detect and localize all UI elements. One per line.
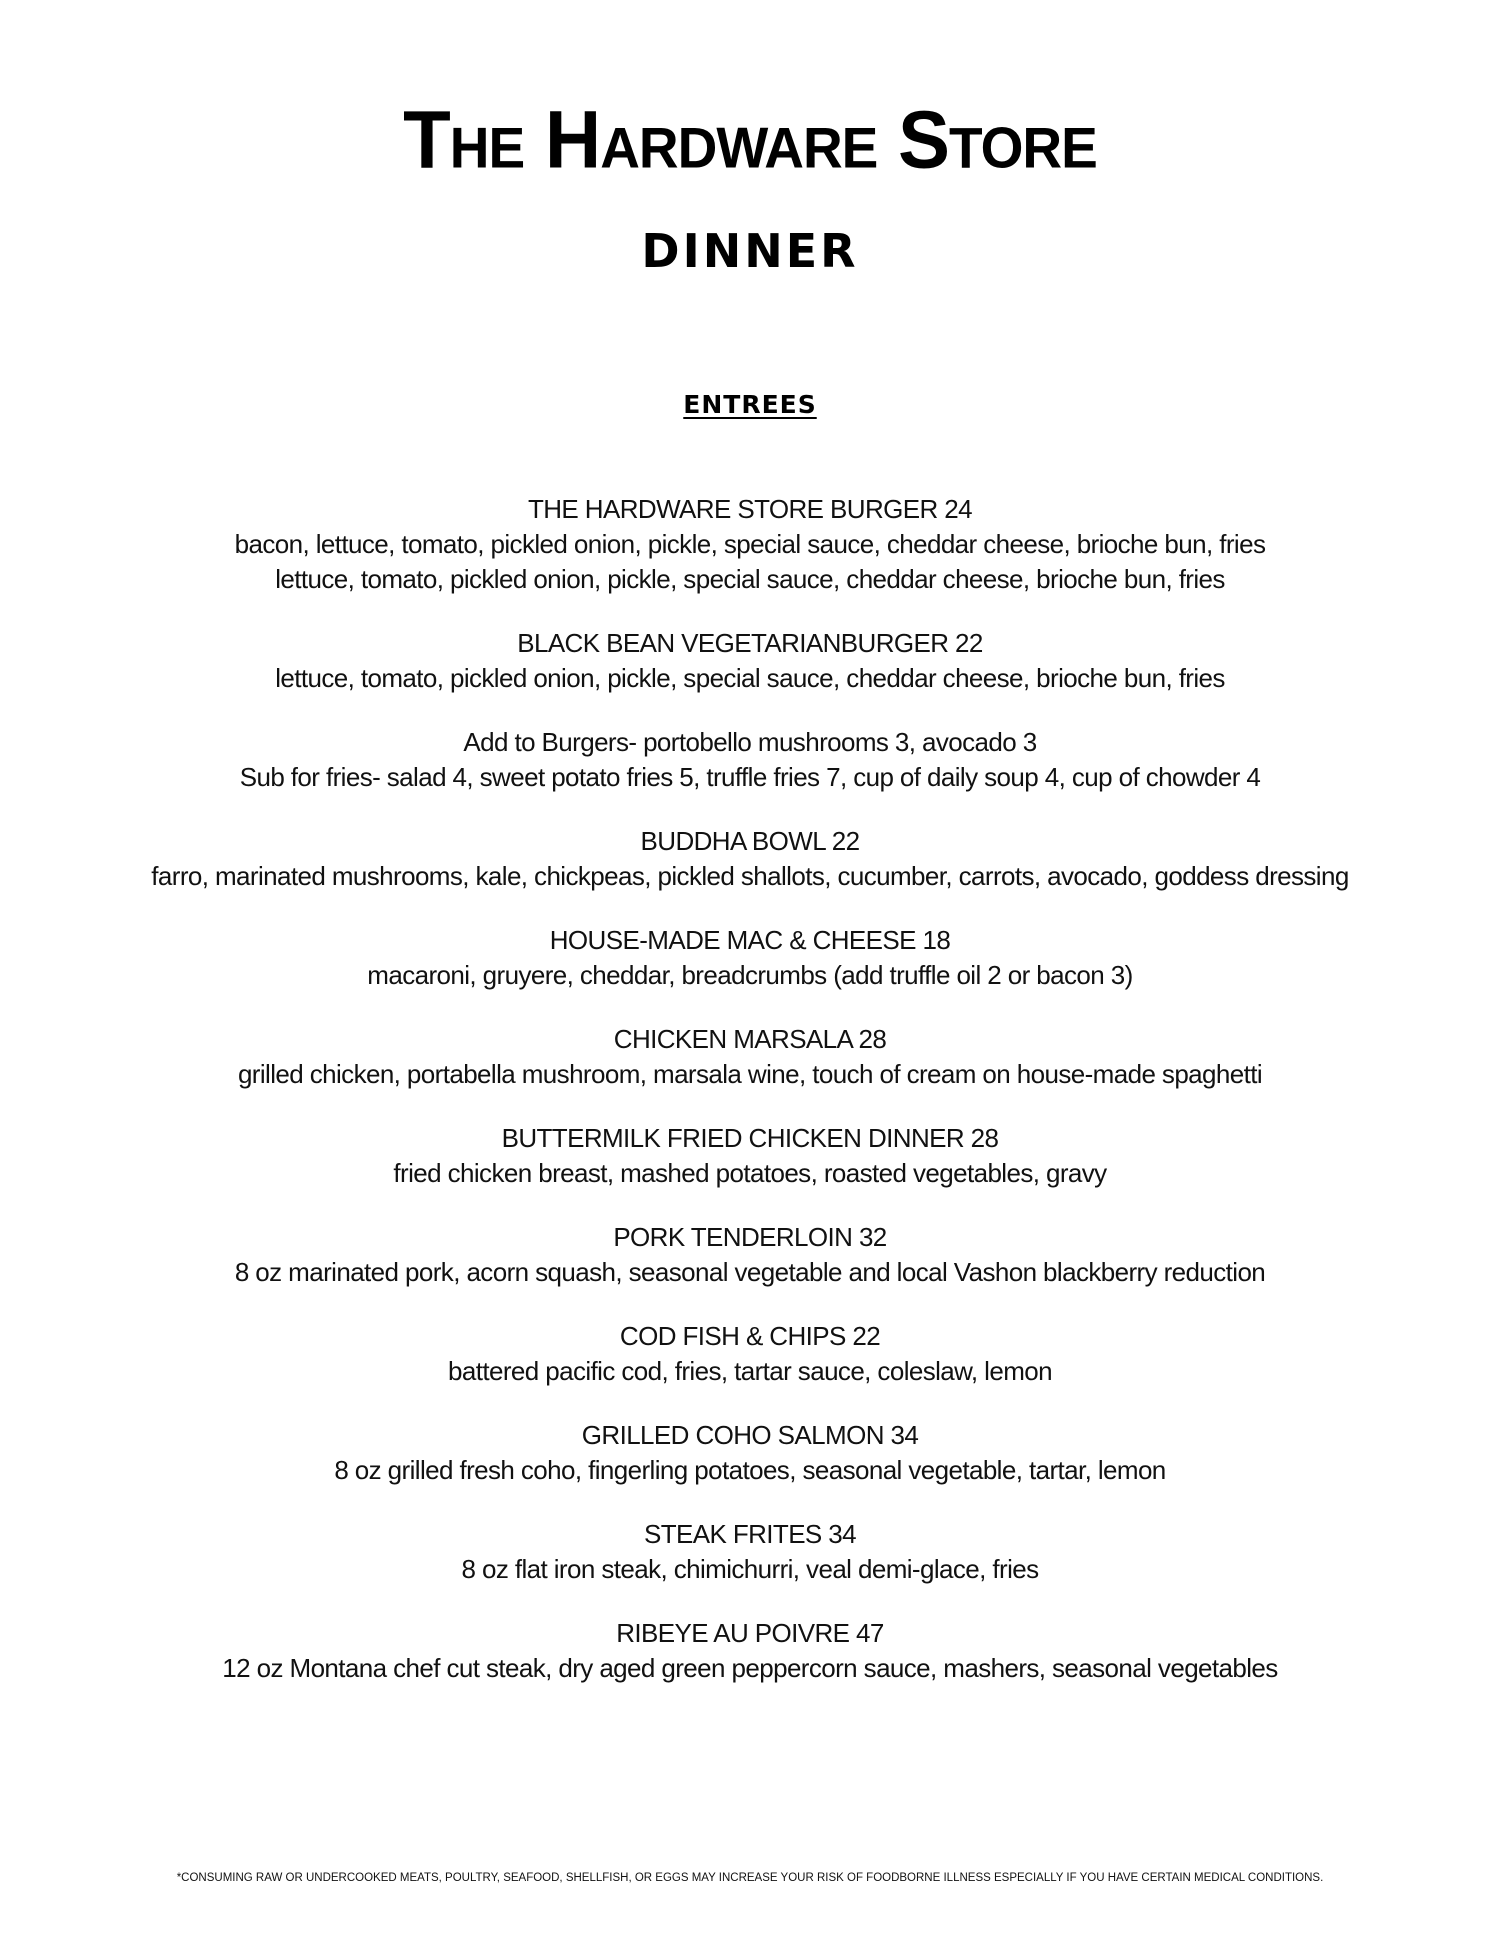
item-name: THE HARDWARE STORE BURGER 24	[527, 494, 973, 524]
menu-item-pork-tenderloin	[0, 1220, 1500, 1290]
menu-item-cod-fish-and-chips	[0, 1319, 1500, 1389]
item-name: GRILLED COHO SALMON 34	[581, 1420, 919, 1450]
item-name: STEAK FRITES 34	[643, 1519, 857, 1549]
restaurant-name	[0, 92, 1500, 186]
item-description: bacon, lettuce, tomato, pickled onion, pickle, special sauce, cheddar cheese, brioche bun, fries	[234, 529, 1266, 559]
item-description: grilled chicken, portabella mushroom, marsala wine, touch of cream on house-made spaghetti	[237, 1059, 1263, 1089]
item-name: RIBEYE AU POIVRE 47	[616, 1618, 884, 1648]
item-description: 8 oz grilled fresh coho, fingerling potatoes, seasonal vegetable, tartar, lemon	[334, 1455, 1166, 1485]
menu-item-fried-chicken-dinner	[0, 1121, 1500, 1191]
item-description: 8 oz marinated pork, acorn squash, seasonal vegetable and local Vashon blackberry reduction	[234, 1257, 1266, 1287]
item-description: lettuce, tomato, pickled onion, pickle, special sauce, cheddar cheese, brioche bun, fries	[275, 564, 1225, 594]
menu-item-buddha-bowl	[0, 824, 1500, 894]
menu-item-coho-salmon	[0, 1418, 1500, 1488]
item-description: macaroni, gruyere, cheddar, breadcrumbs (add truffle oil 2 or bacon 3)	[367, 960, 1133, 990]
item-substitutions: Sub for fries- salad 4, sweet potato fries 5, truffle fries 7, cup of daily soup 4, cup of chowder 4	[239, 762, 1261, 792]
section-title-text: ENTREES	[683, 390, 817, 419]
item-description: 12 oz Montana chef cut steak, dry aged green peppercorn sauce, mashers, seasonal vegetables	[222, 1653, 1278, 1683]
menu-item-burger-addons	[0, 725, 1500, 795]
item-addons: Add to Burgers- portobello mushrooms 3, avocado 3	[463, 727, 1037, 757]
item-name: CHICKEN MARSALA 28	[613, 1024, 887, 1054]
item-name: BLACK BEAN VEGETARIANBURGER 22	[517, 628, 983, 658]
item-description: 8 oz flat iron steak, chimichurri, veal demi-glace, fries	[461, 1554, 1039, 1584]
menu-item-hardware-store-burger	[0, 492, 1500, 597]
meal-title: DINNER	[641, 224, 859, 278]
item-description: lettuce, tomato, pickled onion, pickle, special sauce, cheddar cheese, brioche bun, fries	[275, 663, 1225, 693]
menu-item-ribeye-au-poivre	[0, 1616, 1500, 1686]
entrees-list	[0, 492, 1500, 1715]
item-name: HOUSE-MADE MAC & CHEESE 18	[549, 925, 951, 955]
item-description: battered pacific cod, fries, tartar sauce, coleslaw, lemon	[448, 1356, 1052, 1386]
food-safety-disclaimer: *CONSUMING RAW OR UNDERCOOKED MEATS, POULTRY, SEAFOOD, SHELLFISH, OR EGGS MAY INCREASE YOUR RISK OF FOODBORNE ILLNESS ESPECIALLY IF YOU HAVE CERTAIN MEDICAL CONDITIONS.	[176, 1872, 1324, 1884]
menu-item-steak-frites	[0, 1517, 1500, 1587]
item-name: BUTTERMILK FRIED CHICKEN DINNER 28	[501, 1123, 999, 1153]
item-description: farro, marinated mushrooms, kale, chickpeas, pickled shallots, cucumber, carrots, avocado, goddess dressing	[151, 861, 1349, 891]
item-description: fried chicken breast, mashed potatoes, roasted vegetables, gravy	[393, 1158, 1107, 1188]
item-name: COD FISH & CHIPS 22	[619, 1321, 881, 1351]
menu-item-mac-and-cheese	[0, 923, 1500, 993]
menu-item-chicken-marsala	[0, 1022, 1500, 1092]
item-name: PORK TENDERLOIN 32	[613, 1222, 887, 1252]
item-name: BUDDHA BOWL 22	[640, 826, 860, 856]
section-title-entrees	[0, 392, 1500, 417]
menu-item-black-bean-burger	[0, 626, 1500, 696]
restaurant-name-text: The Hardware Store	[403, 92, 1097, 186]
